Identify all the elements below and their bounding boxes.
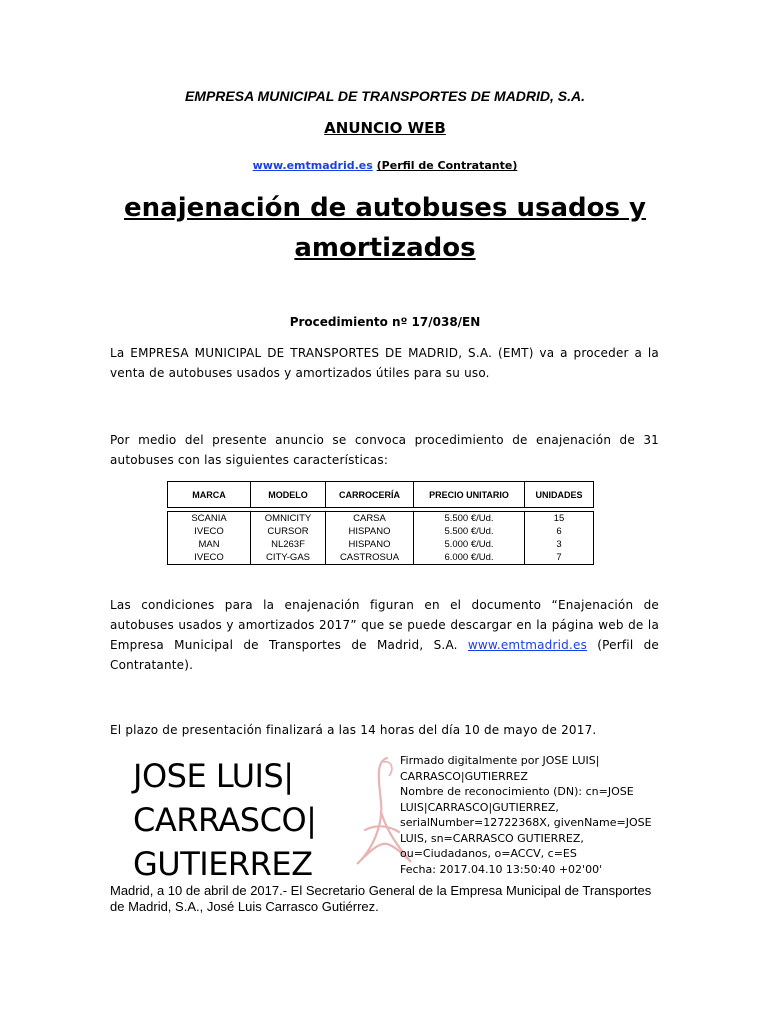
col-header-modelo: MODELO (251, 482, 326, 508)
document-title (0, 188, 770, 268)
cell-modelo: CURSOR (251, 525, 326, 538)
cell-unidades: 6 (525, 525, 594, 538)
website-line (0, 159, 770, 172)
cell-modelo: CITY-GAS (251, 551, 326, 565)
signer-name-line-3: GUTIERREZ (133, 845, 313, 883)
col-header-precio: PRECIO UNITARIO (414, 482, 525, 508)
organization-name: EMPRESA MUNICIPAL DE TRANSPORTES DE MADRID, S.A. (184, 88, 586, 104)
cell-modelo: OMNICITY (251, 512, 326, 526)
notice-label: ANUNCIO WEB (324, 119, 446, 137)
cell-precio: 6.000 €/Ud. (414, 551, 525, 565)
cell-carroceria: CARSA (326, 512, 414, 526)
cell-marca: IVECO (168, 551, 251, 565)
cell-carroceria: HISPANO (326, 538, 414, 551)
cell-unidades: 3 (525, 538, 594, 551)
cell-precio: 5.500 €/Ud. (414, 525, 525, 538)
col-header-marca: MARCA (168, 482, 251, 508)
table-row (168, 512, 594, 526)
signature-detail-line: Firmado digitalmente por JOSE LUIS| (400, 754, 600, 767)
cell-precio: 5.500 €/Ud. (414, 512, 525, 526)
footer-statement: Madrid, a 10 de abril de 2017.- El Secretario General de la Empresa Municipal de Transportes de Madrid, S.A., José Luis Carrasco Gutiérrez. (110, 883, 652, 914)
conditions-text-end: (Perfil de Contratante). (110, 638, 659, 672)
title-line-1: enajenación de autobuses usados y (124, 193, 646, 223)
signature-detail-line: ou=Ciudadanos, o=ACCV, c=ES (400, 847, 577, 860)
cell-marca: MAN (168, 538, 251, 551)
conditions-text: Las condiciones para la enajenación figuran en el documento “Enajenación de autobuses usados y amortizados 2017” que se puede descargar en la página web de la Empresa Municipal de Transportes de Madrid, S.A. (110, 598, 659, 652)
cell-precio: 5.000 €/Ud. (414, 538, 525, 551)
table-row (168, 538, 594, 551)
signer-name-line-2: CARRASCO| (133, 801, 317, 839)
intro-paragraph: La EMPRESA MUNICIPAL DE TRANSPORTES DE MADRID, S.A. (EMT) va a proceder a la venta de autobuses usados y amortizados útiles para su uso. (110, 346, 659, 380)
signature-detail-line: LUIS, sn=CARRASCO GUTIERREZ, (400, 831, 584, 845)
cell-carroceria: CASTROSUA (326, 551, 414, 565)
signer-name-line-1: JOSE LUIS| (133, 757, 294, 795)
col-header-unidades: UNIDADES (525, 482, 594, 508)
table-header-row (168, 482, 594, 508)
table-row (168, 525, 594, 538)
table-row (168, 551, 594, 565)
deadline-paragraph: El plazo de presentación finalizará a las 14 horas del día 10 de mayo de 2017. (110, 723, 597, 737)
signature-details (400, 753, 670, 877)
signature-detail-line: CARRASCO|GUTIERREZ (400, 769, 528, 783)
cell-unidades: 7 (525, 551, 594, 565)
cell-unidades: 15 (525, 512, 594, 526)
signer-name (133, 754, 316, 886)
buses-table (167, 481, 594, 565)
cell-marca: SCANIA (168, 512, 251, 526)
profile-label: (Perfil de Contratante) (376, 159, 518, 172)
cell-carroceria: HISPANO (326, 525, 414, 538)
signature-detail-line: Fecha: 2017.04.10 13:50:40 +02'00' (400, 862, 603, 876)
procedure-number: Procedimiento nº 17/038/EN (289, 315, 481, 329)
conditions-paragraph (110, 595, 659, 675)
col-header-carroceria: CARROCERÍA (326, 482, 414, 508)
title-line-2: amortizados (294, 233, 476, 263)
conditions-website-link[interactable]: www.emtmadrid.es (467, 638, 588, 652)
cell-marca: IVECO (168, 525, 251, 538)
cell-modelo: NL263F (251, 538, 326, 551)
website-link[interactable]: www.emtmadrid.es (252, 159, 373, 172)
signature-detail-line: Nombre de reconocimiento (DN): cn=JOSE (400, 785, 634, 798)
signature-detail-line: LUIS|CARRASCO|GUTIERREZ, (400, 800, 559, 814)
signature-detail-line: serialNumber=12722368X, givenName=JOSE (400, 816, 652, 829)
call-paragraph: Por medio del presente anuncio se convoca procedimiento de enajenación de 31 autobuses con las siguientes características: (110, 433, 659, 467)
